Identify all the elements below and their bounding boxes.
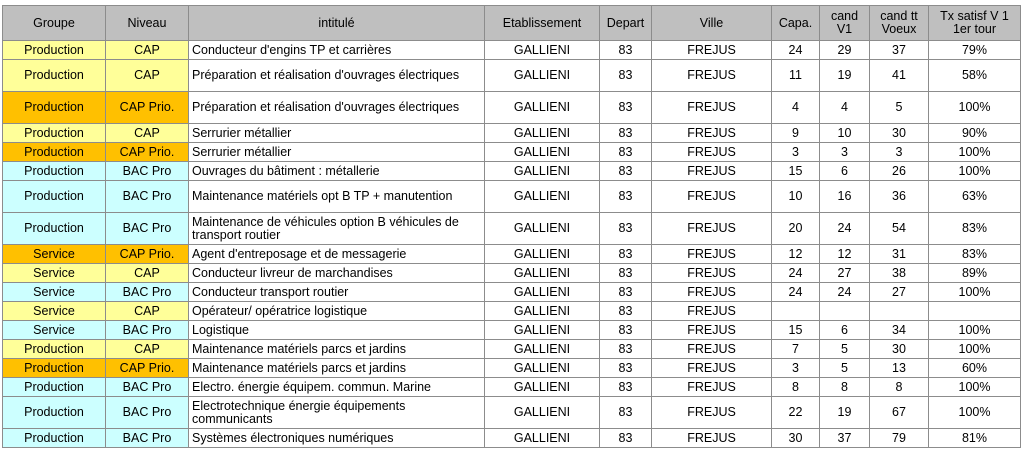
table-row <box>3 359 1021 378</box>
cell-tx-satisf[interactable]: 83% <box>929 213 1021 245</box>
cell-cand-v1[interactable]: 5 <box>820 359 870 378</box>
cell-groupe[interactable]: Production <box>3 143 106 162</box>
cell-etablissement[interactable]: GALLIENI <box>485 41 600 60</box>
cell-depart[interactable]: 83 <box>600 213 652 245</box>
cell-niveau[interactable]: BAC Pro <box>106 181 189 213</box>
cell-intitule[interactable]: Serrurier métallier <box>189 143 485 162</box>
cell-capa[interactable]: 22 <box>772 397 820 429</box>
table-row <box>3 181 1021 213</box>
cell-etablissement[interactable]: GALLIENI <box>485 283 600 302</box>
cell-tx-satisf[interactable]: 89% <box>929 264 1021 283</box>
cell-capa[interactable]: 30 <box>772 429 820 448</box>
cell-depart[interactable]: 83 <box>600 181 652 213</box>
cell-capa[interactable]: 12 <box>772 245 820 264</box>
header-etablissement[interactable]: Etablissement <box>485 6 600 41</box>
cell-etablissement[interactable]: GALLIENI <box>485 429 600 448</box>
cell-groupe[interactable]: Production <box>3 429 106 448</box>
table-row <box>3 245 1021 264</box>
cell-groupe[interactable]: Production <box>3 92 106 124</box>
cell-groupe[interactable]: Service <box>3 321 106 340</box>
cell-cand-v1[interactable]: 37 <box>820 429 870 448</box>
cell-groupe[interactable]: Production <box>3 162 106 181</box>
table-row <box>3 283 1021 302</box>
cell-groupe[interactable]: Service <box>3 264 106 283</box>
cell-niveau[interactable]: CAP <box>106 41 189 60</box>
cell-ville[interactable]: FREJUS <box>652 397 772 429</box>
cell-ville[interactable]: FREJUS <box>652 41 772 60</box>
cell-tx-satisf[interactable] <box>929 302 1021 321</box>
cell-tx-satisf[interactable]: 63% <box>929 181 1021 213</box>
cell-niveau[interactable]: CAP Prio. <box>106 245 189 264</box>
cell-cand-v1[interactable]: 16 <box>820 181 870 213</box>
cell-intitule[interactable]: Maintenance de véhicules option B véhicules de transport routier <box>189 213 485 245</box>
cell-cand-tt-voeux[interactable]: 30 <box>870 124 929 143</box>
cell-ville[interactable]: FREJUS <box>652 60 772 92</box>
cell-groupe[interactable]: Production <box>3 181 106 213</box>
cell-niveau[interactable]: BAC Pro <box>106 162 189 181</box>
cell-depart[interactable]: 83 <box>600 429 652 448</box>
cell-intitule[interactable]: Conducteur livreur de marchandises <box>189 264 485 283</box>
cell-depart[interactable]: 83 <box>600 245 652 264</box>
cell-cand-v1[interactable] <box>820 302 870 321</box>
cell-depart[interactable]: 83 <box>600 321 652 340</box>
cell-etablissement[interactable]: GALLIENI <box>485 321 600 340</box>
header-cand-tt-voeux[interactable]: cand tt Voeux <box>870 6 929 41</box>
cell-cand-tt-voeux[interactable]: 67 <box>870 397 929 429</box>
cell-tx-satisf[interactable]: 79% <box>929 41 1021 60</box>
cell-cand-tt-voeux[interactable]: 41 <box>870 60 929 92</box>
cell-niveau[interactable]: CAP <box>106 60 189 92</box>
cell-groupe[interactable]: Production <box>3 124 106 143</box>
cell-intitule[interactable]: Opérateur/ opératrice logistique <box>189 302 485 321</box>
cell-capa[interactable]: 8 <box>772 378 820 397</box>
cell-ville[interactable]: FREJUS <box>652 92 772 124</box>
cell-intitule[interactable]: Electro. énergie équipem. commun. Marine <box>189 378 485 397</box>
table-row <box>3 264 1021 283</box>
cell-capa[interactable]: 9 <box>772 124 820 143</box>
cell-capa[interactable]: 24 <box>772 283 820 302</box>
cell-depart[interactable]: 83 <box>600 60 652 92</box>
cell-cand-v1[interactable]: 12 <box>820 245 870 264</box>
cell-cand-tt-voeux[interactable]: 27 <box>870 283 929 302</box>
cell-ville[interactable]: FREJUS <box>652 321 772 340</box>
cell-cand-v1[interactable]: 10 <box>820 124 870 143</box>
header-tx-satisf[interactable]: Tx satisf V 1 1er tour <box>929 6 1021 41</box>
cell-intitule[interactable]: Conducteur d'engins TP et carrières <box>189 41 485 60</box>
cell-capa[interactable]: 3 <box>772 143 820 162</box>
cell-depart[interactable]: 83 <box>600 162 652 181</box>
header-intitule[interactable]: intitulé <box>189 6 485 41</box>
cell-groupe[interactable]: Production <box>3 60 106 92</box>
cell-capa[interactable]: 4 <box>772 92 820 124</box>
cell-depart[interactable]: 83 <box>600 41 652 60</box>
cell-etablissement[interactable]: GALLIENI <box>485 245 600 264</box>
cell-ville[interactable]: FREJUS <box>652 124 772 143</box>
cell-intitule[interactable]: Maintenance matériels parcs et jardins <box>189 340 485 359</box>
cell-tx-satisf[interactable]: 60% <box>929 359 1021 378</box>
cell-capa[interactable]: 11 <box>772 60 820 92</box>
cell-etablissement[interactable]: GALLIENI <box>485 162 600 181</box>
table-row <box>3 124 1021 143</box>
cell-tx-satisf[interactable]: 81% <box>929 429 1021 448</box>
table-row <box>3 302 1021 321</box>
cell-cand-v1[interactable]: 19 <box>820 397 870 429</box>
cell-depart[interactable]: 83 <box>600 264 652 283</box>
cell-ville[interactable]: FREJUS <box>652 143 772 162</box>
cell-niveau[interactable]: BAC Pro <box>106 378 189 397</box>
cell-etablissement[interactable]: GALLIENI <box>485 359 600 378</box>
cell-intitule[interactable]: Préparation et réalisation d'ouvrages électriques <box>189 92 485 124</box>
cell-tx-satisf[interactable]: 100% <box>929 162 1021 181</box>
cell-cand-tt-voeux[interactable]: 30 <box>870 340 929 359</box>
cell-niveau[interactable]: BAC Pro <box>106 321 189 340</box>
cell-etablissement[interactable]: GALLIENI <box>485 181 600 213</box>
cell-cand-v1[interactable]: 24 <box>820 283 870 302</box>
cell-niveau[interactable]: CAP Prio. <box>106 92 189 124</box>
table-body <box>3 41 1021 448</box>
cell-groupe[interactable]: Production <box>3 397 106 429</box>
table-row <box>3 213 1021 245</box>
cell-groupe[interactable]: Production <box>3 213 106 245</box>
cell-etablissement[interactable]: GALLIENI <box>485 92 600 124</box>
cell-cand-tt-voeux[interactable]: 13 <box>870 359 929 378</box>
cell-cand-tt-voeux[interactable] <box>870 302 929 321</box>
cell-cand-tt-voeux[interactable]: 31 <box>870 245 929 264</box>
cell-cand-tt-voeux[interactable]: 54 <box>870 213 929 245</box>
cell-niveau[interactable]: CAP <box>106 124 189 143</box>
cell-niveau[interactable]: CAP <box>106 340 189 359</box>
cell-capa[interactable]: 24 <box>772 264 820 283</box>
cell-depart[interactable]: 83 <box>600 340 652 359</box>
cell-capa[interactable] <box>772 302 820 321</box>
cell-groupe[interactable]: Production <box>3 41 106 60</box>
cell-depart[interactable]: 83 <box>600 143 652 162</box>
cell-intitule[interactable]: Electrotechnique énergie équipements communicants <box>189 397 485 429</box>
table-row <box>3 143 1021 162</box>
table-row <box>3 92 1021 124</box>
cell-etablissement[interactable]: GALLIENI <box>485 124 600 143</box>
cell-depart[interactable]: 83 <box>600 397 652 429</box>
cell-tx-satisf[interactable]: 100% <box>929 397 1021 429</box>
cell-capa[interactable]: 20 <box>772 213 820 245</box>
header-cand-v1[interactable]: cand V1 <box>820 6 870 41</box>
cell-groupe[interactable]: Service <box>3 302 106 321</box>
formations-table <box>2 5 1021 448</box>
cell-groupe[interactable]: Production <box>3 359 106 378</box>
cell-intitule[interactable]: Maintenance matériels parcs et jardins <box>189 359 485 378</box>
cell-tx-satisf[interactable]: 100% <box>929 340 1021 359</box>
cell-intitule[interactable]: Conducteur transport routier <box>189 283 485 302</box>
cell-depart[interactable]: 83 <box>600 302 652 321</box>
table-row <box>3 378 1021 397</box>
cell-depart[interactable]: 83 <box>600 124 652 143</box>
cell-ville[interactable]: FREJUS <box>652 245 772 264</box>
table-row <box>3 41 1021 60</box>
cell-ville[interactable]: FREJUS <box>652 181 772 213</box>
cell-cand-v1[interactable]: 19 <box>820 60 870 92</box>
cell-intitule[interactable]: Ouvrages du bâtiment : métallerie <box>189 162 485 181</box>
cell-etablissement[interactable]: GALLIENI <box>485 340 600 359</box>
table-row <box>3 429 1021 448</box>
header-capa[interactable]: Capa. <box>772 6 820 41</box>
cell-cand-tt-voeux[interactable]: 8 <box>870 378 929 397</box>
cell-groupe[interactable]: Service <box>3 245 106 264</box>
cell-cand-v1[interactable]: 29 <box>820 41 870 60</box>
cell-cand-tt-voeux[interactable]: 34 <box>870 321 929 340</box>
table-row <box>3 321 1021 340</box>
cell-cand-v1[interactable]: 5 <box>820 340 870 359</box>
cell-capa[interactable]: 24 <box>772 41 820 60</box>
cell-intitule[interactable]: Logistique <box>189 321 485 340</box>
cell-cand-tt-voeux[interactable]: 37 <box>870 41 929 60</box>
cell-cand-tt-voeux[interactable]: 79 <box>870 429 929 448</box>
cell-etablissement[interactable]: GALLIENI <box>485 302 600 321</box>
cell-tx-satisf[interactable]: 83% <box>929 245 1021 264</box>
cell-cand-v1[interactable]: 8 <box>820 378 870 397</box>
cell-ville[interactable]: FREJUS <box>652 378 772 397</box>
cell-cand-tt-voeux[interactable]: 3 <box>870 143 929 162</box>
cell-intitule[interactable]: Agent d'entreposage et de messagerie <box>189 245 485 264</box>
cell-cand-v1[interactable]: 27 <box>820 264 870 283</box>
cell-ville[interactable]: FREJUS <box>652 264 772 283</box>
cell-capa[interactable]: 15 <box>772 321 820 340</box>
cell-niveau[interactable]: BAC Pro <box>106 213 189 245</box>
cell-capa[interactable]: 3 <box>772 359 820 378</box>
cell-etablissement[interactable]: GALLIENI <box>485 378 600 397</box>
table-row <box>3 340 1021 359</box>
cell-niveau[interactable]: CAP Prio. <box>106 143 189 162</box>
cell-depart[interactable]: 83 <box>600 283 652 302</box>
cell-tx-satisf[interactable]: 100% <box>929 283 1021 302</box>
cell-intitule[interactable]: Serrurier métallier <box>189 124 485 143</box>
cell-depart[interactable]: 83 <box>600 359 652 378</box>
cell-etablissement[interactable]: GALLIENI <box>485 60 600 92</box>
cell-niveau[interactable]: CAP <box>106 264 189 283</box>
cell-tx-satisf[interactable]: 100% <box>929 92 1021 124</box>
cell-niveau[interactable]: CAP Prio. <box>106 359 189 378</box>
header-depart[interactable]: Depart <box>600 6 652 41</box>
cell-ville[interactable]: FREJUS <box>652 340 772 359</box>
cell-capa[interactable]: 7 <box>772 340 820 359</box>
cell-groupe[interactable]: Service <box>3 283 106 302</box>
cell-etablissement[interactable]: GALLIENI <box>485 397 600 429</box>
header-row <box>3 6 1021 41</box>
table-row <box>3 397 1021 429</box>
cell-capa[interactable]: 10 <box>772 181 820 213</box>
cell-intitule[interactable]: Maintenance matériels opt B TP + manutention <box>189 181 485 213</box>
cell-etablissement[interactable]: GALLIENI <box>485 213 600 245</box>
cell-ville[interactable]: FREJUS <box>652 302 772 321</box>
cell-niveau[interactable]: CAP <box>106 302 189 321</box>
cell-cand-tt-voeux[interactable]: 36 <box>870 181 929 213</box>
cell-tx-satisf[interactable]: 100% <box>929 321 1021 340</box>
cell-depart[interactable]: 83 <box>600 378 652 397</box>
cell-ville[interactable]: FREJUS <box>652 162 772 181</box>
cell-cand-v1[interactable]: 6 <box>820 162 870 181</box>
cell-niveau[interactable]: BAC Pro <box>106 283 189 302</box>
cell-cand-v1[interactable]: 6 <box>820 321 870 340</box>
cell-cand-v1[interactable]: 4 <box>820 92 870 124</box>
table-row <box>3 162 1021 181</box>
header-ville[interactable]: Ville <box>652 6 772 41</box>
header-groupe[interactable]: Groupe <box>3 6 106 41</box>
cell-intitule[interactable]: Préparation et réalisation d'ouvrages électriques <box>189 60 485 92</box>
cell-etablissement[interactable]: GALLIENI <box>485 143 600 162</box>
cell-tx-satisf[interactable]: 100% <box>929 143 1021 162</box>
cell-ville[interactable]: FREJUS <box>652 429 772 448</box>
cell-cand-v1[interactable]: 24 <box>820 213 870 245</box>
cell-groupe[interactable]: Production <box>3 378 106 397</box>
cell-tx-satisf[interactable]: 58% <box>929 60 1021 92</box>
cell-etablissement[interactable]: GALLIENI <box>485 264 600 283</box>
table-row <box>3 60 1021 92</box>
cell-cand-tt-voeux[interactable]: 5 <box>870 92 929 124</box>
cell-cand-tt-voeux[interactable]: 26 <box>870 162 929 181</box>
cell-niveau[interactable]: BAC Pro <box>106 397 189 429</box>
cell-capa[interactable]: 15 <box>772 162 820 181</box>
cell-tx-satisf[interactable]: 90% <box>929 124 1021 143</box>
cell-cand-tt-voeux[interactable]: 38 <box>870 264 929 283</box>
cell-ville[interactable]: FREJUS <box>652 283 772 302</box>
cell-ville[interactable]: FREJUS <box>652 359 772 378</box>
cell-intitule[interactable]: Systèmes électroniques numériques <box>189 429 485 448</box>
cell-groupe[interactable]: Production <box>3 340 106 359</box>
cell-ville[interactable]: FREJUS <box>652 213 772 245</box>
cell-tx-satisf[interactable]: 100% <box>929 378 1021 397</box>
cell-niveau[interactable]: BAC Pro <box>106 429 189 448</box>
cell-depart[interactable]: 83 <box>600 92 652 124</box>
cell-cand-v1[interactable]: 3 <box>820 143 870 162</box>
header-niveau[interactable]: Niveau <box>106 6 189 41</box>
